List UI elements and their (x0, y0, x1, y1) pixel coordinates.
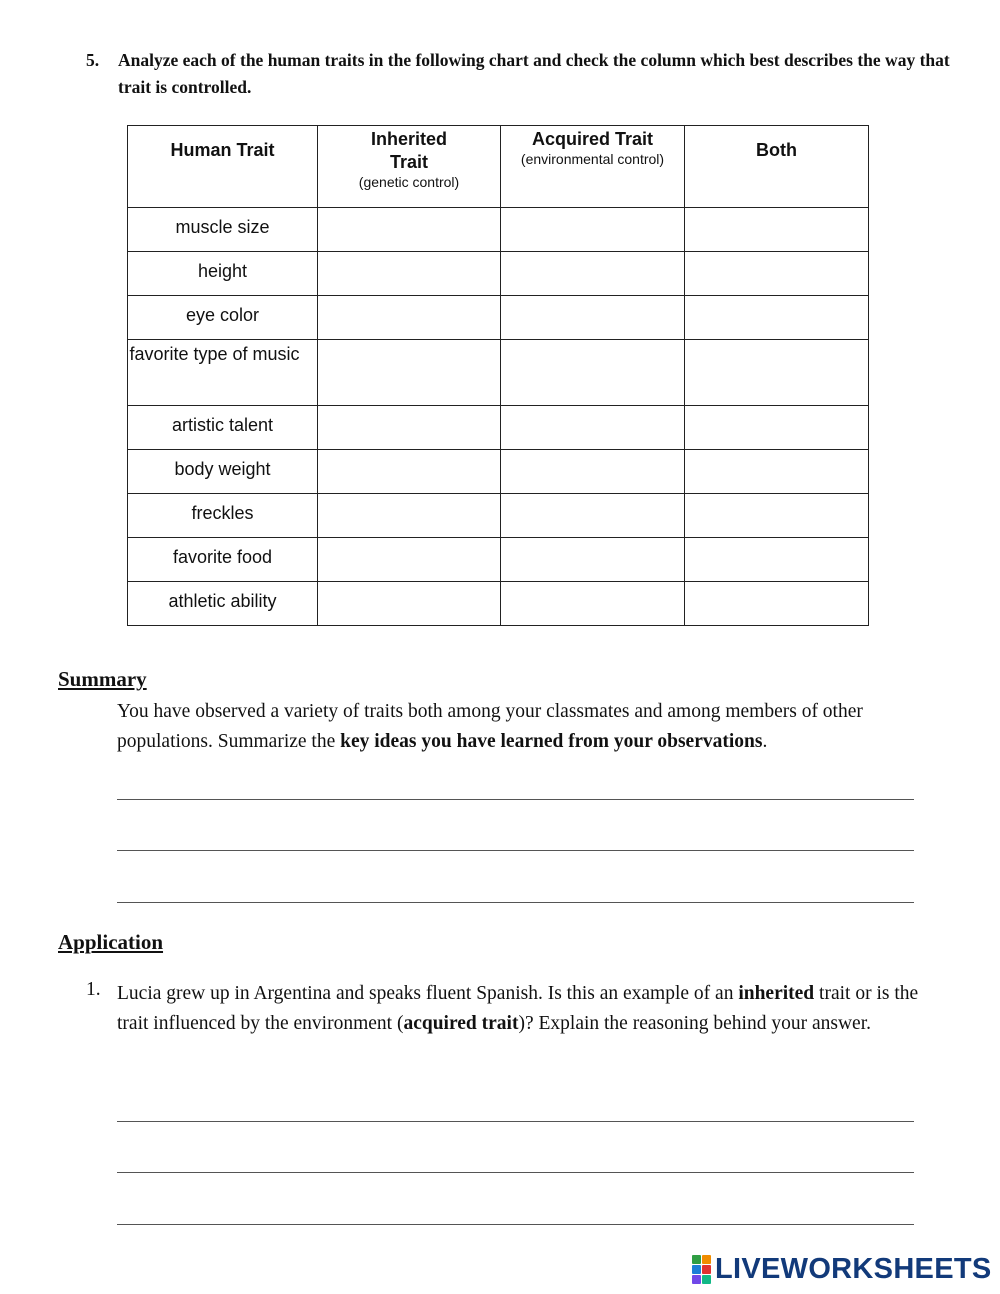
both-check-cell[interactable] (685, 406, 869, 450)
both-check-cell[interactable] (685, 208, 869, 252)
acquired-check-cell[interactable] (501, 538, 685, 582)
summary-answer-line[interactable] (117, 902, 914, 903)
liveworksheets-logo[interactable] (692, 1254, 992, 1284)
application-question-number: 1. (86, 979, 101, 1000)
trait-cell: height (128, 252, 318, 296)
summary-heading: Summary (58, 667, 147, 691)
trait-cell: favorite type of music (128, 340, 318, 406)
trait-cell: athletic ability (128, 582, 318, 626)
table-row (128, 340, 869, 406)
table-row (128, 494, 869, 538)
inherited-check-cell[interactable] (318, 538, 501, 582)
both-check-cell[interactable] (685, 450, 869, 494)
table-row (128, 538, 869, 582)
header-acquired: Acquired Trait (environmental control) (501, 126, 685, 208)
table-row (128, 582, 869, 626)
trait-cell: freckles (128, 494, 318, 538)
acquired-check-cell[interactable] (501, 450, 685, 494)
trait-cell: muscle size (128, 208, 318, 252)
header-human-trait: Human Trait (128, 126, 318, 208)
header-both: Both (685, 126, 869, 208)
inherited-check-cell[interactable] (318, 406, 501, 450)
table-row (128, 208, 869, 252)
inherited-check-cell[interactable] (318, 296, 501, 340)
summary-answer-line[interactable] (117, 850, 914, 851)
logo-text: LIVEWORKSHEETS (715, 1252, 992, 1285)
both-check-cell[interactable] (685, 252, 869, 296)
application-answer-line[interactable] (117, 1121, 914, 1122)
acquired-check-cell[interactable] (501, 208, 685, 252)
table-row (128, 296, 869, 340)
acquired-check-cell[interactable] (501, 340, 685, 406)
table-row (128, 450, 869, 494)
both-check-cell[interactable] (685, 582, 869, 626)
question-5 (86, 47, 956, 101)
trait-cell: artistic talent (128, 406, 318, 450)
trait-cell: eye color (128, 296, 318, 340)
acquired-check-cell[interactable] (501, 252, 685, 296)
inherited-check-cell[interactable] (318, 252, 501, 296)
inherited-check-cell[interactable] (318, 582, 501, 626)
inherited-check-cell[interactable] (318, 494, 501, 538)
question-number: 5. (86, 50, 100, 70)
acquired-check-cell[interactable] (501, 406, 685, 450)
table-header-row (128, 126, 869, 208)
table-row (128, 252, 869, 296)
application-answer-line[interactable] (117, 1172, 914, 1173)
summary-answer-line[interactable] (117, 799, 914, 800)
application-answer-line[interactable] (117, 1224, 914, 1225)
inherited-check-cell[interactable] (318, 450, 501, 494)
both-check-cell[interactable] (685, 494, 869, 538)
header-inherited: Inherited Trait (genetic control) (318, 126, 501, 208)
acquired-check-cell[interactable] (501, 494, 685, 538)
table-row (128, 406, 869, 450)
inherited-check-cell[interactable] (318, 208, 501, 252)
both-check-cell[interactable] (685, 538, 869, 582)
inherited-check-cell[interactable] (318, 340, 501, 406)
acquired-check-cell[interactable] (501, 582, 685, 626)
both-check-cell[interactable] (685, 296, 869, 340)
traits-table (127, 125, 869, 626)
application-question-1: Lucia grew up in Argentina and speaks fluent Spanish. Is this an example of an inherited trait or is the trait influenced by the environment (acquired trait)? Explain the reasoning behind your answer. (117, 983, 919, 1034)
trait-cell: favorite food (128, 538, 318, 582)
question-text: Analyze each of the human traits in the following chart and check the column which best describes the way that trait is controlled. (118, 50, 950, 97)
summary-paragraph: You have observed a variety of traits both among your classmates and among members of other populations. Summarize the key ideas you have learned from your observations. (117, 701, 863, 752)
acquired-check-cell[interactable] (501, 296, 685, 340)
both-check-cell[interactable] (685, 340, 869, 406)
logo-blocks-icon (692, 1255, 711, 1284)
application-heading: Application (58, 930, 164, 954)
trait-cell: body weight (128, 450, 318, 494)
